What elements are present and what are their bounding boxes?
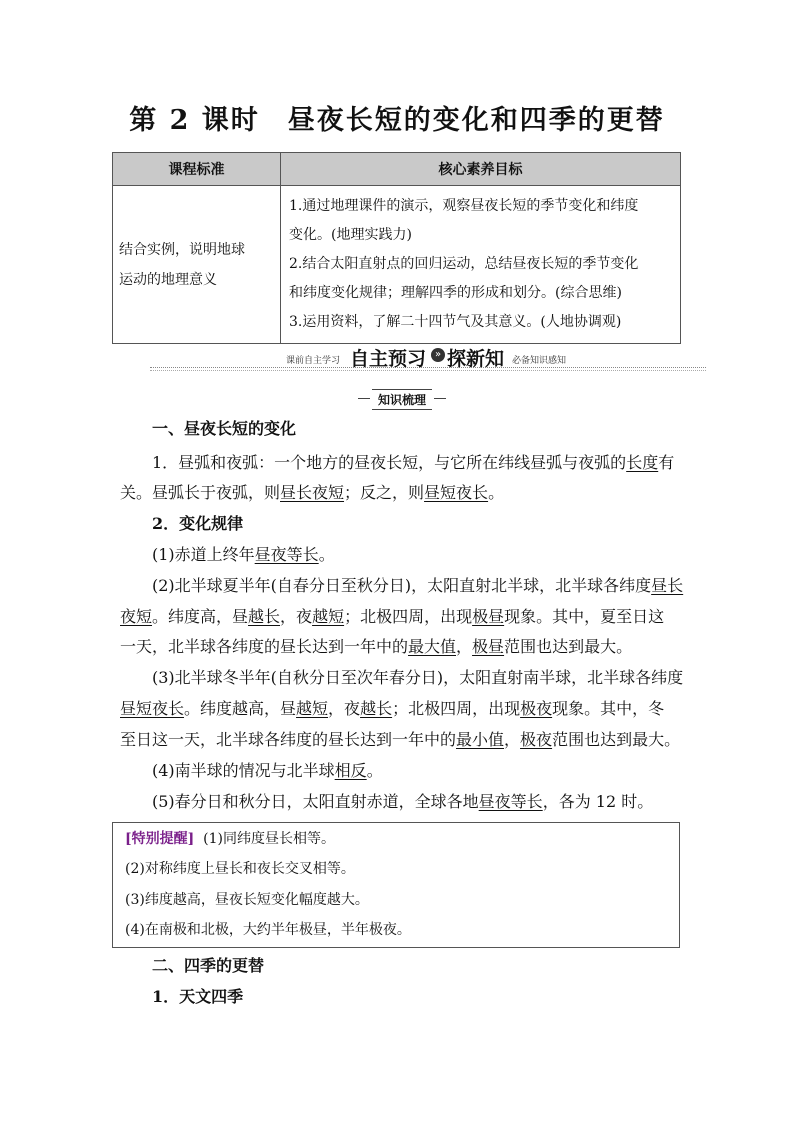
curriculum-table <box>112 152 681 344</box>
goal-line: 2.结合太阳直射点的回归运动，总结昼夜长短的季节变化 <box>289 256 639 272</box>
banner-divider <box>150 367 706 368</box>
paragraph-line: 至日这一天，北半球各纬度的昼长达到一年中的最小值，极夜范围也达到最大。 <box>120 730 681 749</box>
paragraph-line: (3)北半球冬半年(自秋分日至次年春分日)，太阳直射南半球，北半球各纬度 <box>152 668 684 687</box>
paragraph-line: (1)赤道上终年昼夜等长。 <box>152 545 335 564</box>
goal-line: 变化。(地理实践力) <box>289 227 412 243</box>
knowledge-tag: 知识梳理 <box>372 389 432 410</box>
special-reminder-box <box>112 822 680 948</box>
paragraph-line: 一天，北半球各纬度的昼长达到一年中的最大值，极昼范围也达到最大。 <box>120 637 633 656</box>
paragraph-line: (2)北半球夏半年(自春分日至秋分日)，太阳直射北半球，北半球各纬度昼长 <box>152 576 684 595</box>
title-topic: 昼夜长短的变化和四季的更替 <box>287 105 665 136</box>
banner-title-explore: 探新知 <box>447 348 505 370</box>
paragraph-line: 夜短。纬度高，昼越长，夜越短；北极四周，出现极昼现象。其中，夏至日这 <box>120 607 665 626</box>
section-heading-1: 一、昼夜长短的变化 <box>152 419 297 438</box>
paragraph-line: 1．昼弧和夜弧：一个地方的昼夜长短，与它所在纬线昼弧与夜弧的长度有 <box>152 453 675 472</box>
title-lesson: 第 2 课时 <box>129 105 260 136</box>
table-cell-goals <box>281 186 681 344</box>
paragraph-line: 关。昼弧长于夜弧，则昼长夜短；反之，则昼短夜长。 <box>120 483 505 502</box>
standard-line: 结合实例，说明地球 <box>119 241 245 258</box>
goal-line: 1.通过地理课件的演示，观察昼夜长短的季节变化和纬度 <box>289 198 639 214</box>
subheading: 1．天文四季 <box>152 987 244 1006</box>
goal-line: 3.运用资料，了解二十四节气及其意义。(人地协调观) <box>289 314 622 330</box>
goal-line: 和纬度变化规律；理解四季的形成和划分。(综合思维) <box>289 285 622 301</box>
arrow-right-icon: » <box>431 348 445 362</box>
table-header-standard: 课程标准 <box>113 153 281 186</box>
table-header-goals: 核心素养目标 <box>281 153 681 186</box>
note-line: [特别提醒] (1)同纬度昼长相等。 <box>125 831 335 847</box>
banner-right-caption: 必备知识感知 <box>512 356 567 366</box>
note-line: (3)纬度越高，昼夜长短变化幅度越大。 <box>125 892 369 908</box>
note-line: (2)对称纬度上昼长和夜长交叉相等。 <box>125 861 355 877</box>
banner-divider <box>150 370 706 371</box>
subheading: 2．变化规律 <box>152 514 244 533</box>
banner-left-caption: 课前自主学习 <box>286 356 341 366</box>
section-heading-2: 二、四季的更替 <box>152 956 265 975</box>
paragraph-line: 昼短夜长。纬度越高，昼越短，夜越长；北极四周，出现极夜现象。其中，冬 <box>120 699 665 718</box>
note-line: (4)在南极和北极，大约半年极昼，半年极夜。 <box>125 922 411 938</box>
paragraph-line: (5)春分日和秋分日，太阳直射赤道，全球各地昼夜等长，各为 12 时。 <box>152 792 654 811</box>
section-banner <box>150 344 706 372</box>
banner-title-preview: 自主预习 <box>350 348 427 370</box>
standard-line: 运动的地理意义 <box>119 271 217 288</box>
page-title <box>0 98 794 137</box>
table-cell-standard <box>113 186 281 344</box>
reminder-tag: [特别提醒] <box>125 831 195 847</box>
paragraph-line: (4)南半球的情况与北半球相反。 <box>152 761 383 780</box>
